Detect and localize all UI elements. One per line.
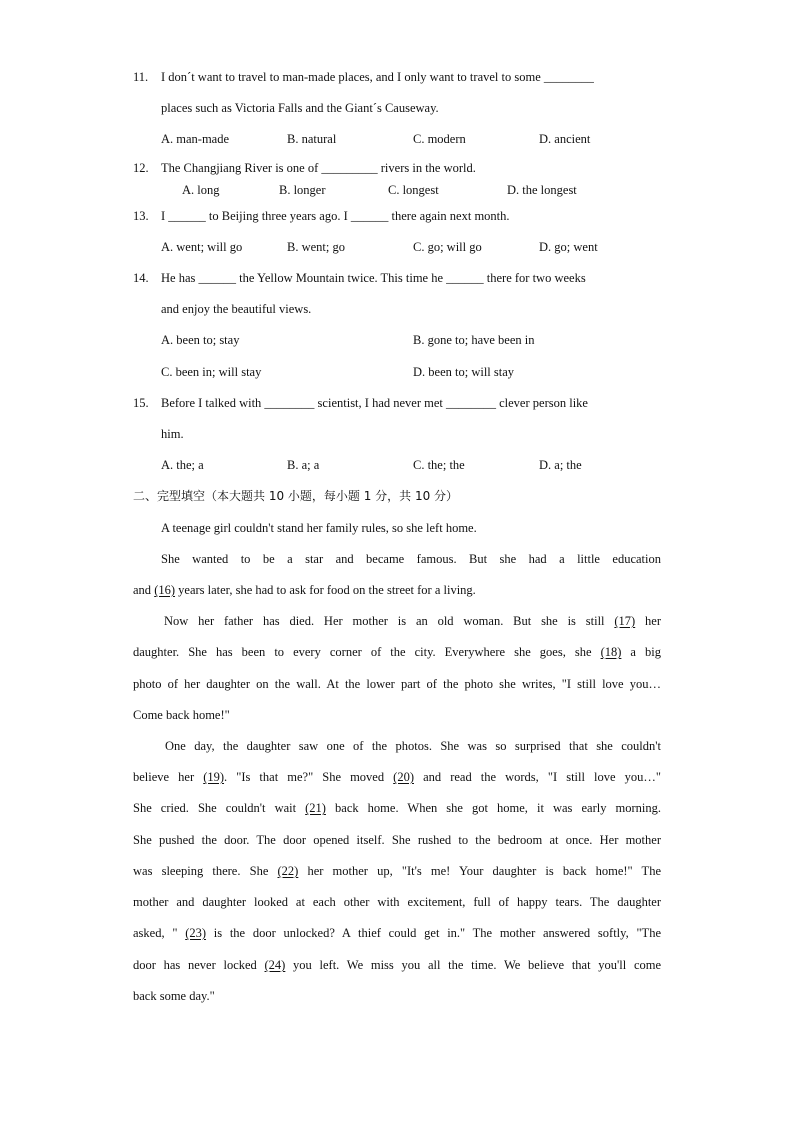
blank-22: (22) <box>277 864 299 878</box>
passage-line: and (16) years later, she had to ask for food on the street for a living. <box>133 583 476 597</box>
option-d[interactable]: D. a; the <box>539 458 582 472</box>
passage-line: Now her father has died. Her mother is an old woman. But she is still (17) her <box>164 614 661 628</box>
question-text-cont: him. <box>161 427 184 441</box>
question-text-cont: places such as Victoria Falls and the Giant´s Causeway. <box>161 101 439 115</box>
option-d[interactable]: D. go; went <box>539 240 598 254</box>
passage-line: photo of her daughter on the wall. At the lower part of the photo she writes, "I still love you… <box>133 677 661 691</box>
option-b[interactable]: B. went; go <box>287 240 345 254</box>
passage-line: A teenage girl couldn't stand her family rules, so she left home. <box>161 521 477 535</box>
question-text: I don´t want to travel to man-made places, and I only want to travel to some ________ <box>161 70 594 84</box>
blank-17: (17) <box>614 614 636 628</box>
blank-20: (20) <box>393 770 414 784</box>
passage-line: She cried. She couldn't wait (21) back home. When she got home, it was early morning. <box>133 801 661 815</box>
option-d[interactable]: D. the longest <box>507 183 577 197</box>
option-a[interactable]: A. man-made <box>161 132 230 146</box>
question-number: 12. <box>133 161 149 175</box>
question-number: 14. <box>133 271 149 285</box>
passage-line: She wanted to be a star and became famous. But she had a little education <box>161 552 661 566</box>
option-a[interactable]: A. been to; stay <box>161 333 240 347</box>
option-c[interactable]: C. modern <box>413 132 466 146</box>
blank-19: (19) <box>203 770 225 784</box>
option-c[interactable]: C. go; will go <box>413 240 482 254</box>
passage-line: daughter. She has been to every corner of the city. Everywhere she goes, she (18) a big <box>133 645 661 659</box>
question-number: 11. <box>133 70 149 84</box>
question-text: He has ______ the Yellow Mountain twice. This time he ______ there for two weeks <box>161 271 586 285</box>
question-text: Before I talked with ________ scientist, I had never met ________ clever person like <box>161 396 588 410</box>
option-c[interactable]: C. been in; will stay <box>161 365 262 379</box>
section-heading: 二、完型填空（本大题共 10 小题，每小题 1 分，共 10 分） <box>133 489 459 503</box>
option-a[interactable]: A. the; a <box>161 458 204 472</box>
blank-24: (24) <box>264 958 286 972</box>
option-d[interactable]: D. been to; will stay <box>413 365 515 379</box>
passage-line: asked, " (23) is the door unlocked? A thief could get in." The mother answered softly, "The <box>133 926 661 940</box>
option-b[interactable]: B. natural <box>287 132 337 146</box>
question-text: The Changjiang River is one of _________ rivers in the world. <box>161 161 476 175</box>
passage-line: mother and daughter looked at each other with excitement, full of happy tears. The daughter <box>133 895 661 909</box>
passage-line: One day, the daughter saw one of the photos. She was so surprised that she couldn't <box>165 739 661 753</box>
blank-21: (21) <box>305 801 326 815</box>
option-a[interactable]: A. long <box>182 183 220 197</box>
question-text: I ______ to Beijing three years ago. I ______ there again next month. <box>161 209 510 223</box>
question-number: 13. <box>133 209 149 223</box>
passage-line: was sleeping there. She (22) her mother up, "It's me! Your daughter is back home!" The <box>133 864 661 878</box>
passage-line: door has never locked (24) you left. We miss you all the time. We believe that you'll come <box>133 958 662 972</box>
option-b[interactable]: B. a; a <box>287 458 320 472</box>
option-b[interactable]: B. longer <box>279 183 326 197</box>
blank-23: (23) <box>185 926 207 940</box>
blank-16: (16) <box>154 583 176 597</box>
passage-line: Come back home!" <box>133 708 230 722</box>
passage-line: back some day." <box>133 989 215 1003</box>
option-d[interactable]: D. ancient <box>539 132 591 146</box>
question-number: 15. <box>133 396 149 410</box>
option-c[interactable]: C. longest <box>388 183 439 197</box>
option-c[interactable]: C. the; the <box>413 458 465 472</box>
blank-18: (18) <box>600 645 622 659</box>
option-b[interactable]: B. gone to; have been in <box>413 333 535 347</box>
passage-line: She pushed the door. The door opened itself. She rushed to the bedroom at once. Her mother <box>133 833 661 847</box>
passage-line: believe her (19). "Is that me?" She moved (20) and read the words, "I still love you…" <box>133 770 661 784</box>
question-text-cont: and enjoy the beautiful views. <box>161 302 312 316</box>
option-a[interactable]: A. went; will go <box>161 240 243 254</box>
